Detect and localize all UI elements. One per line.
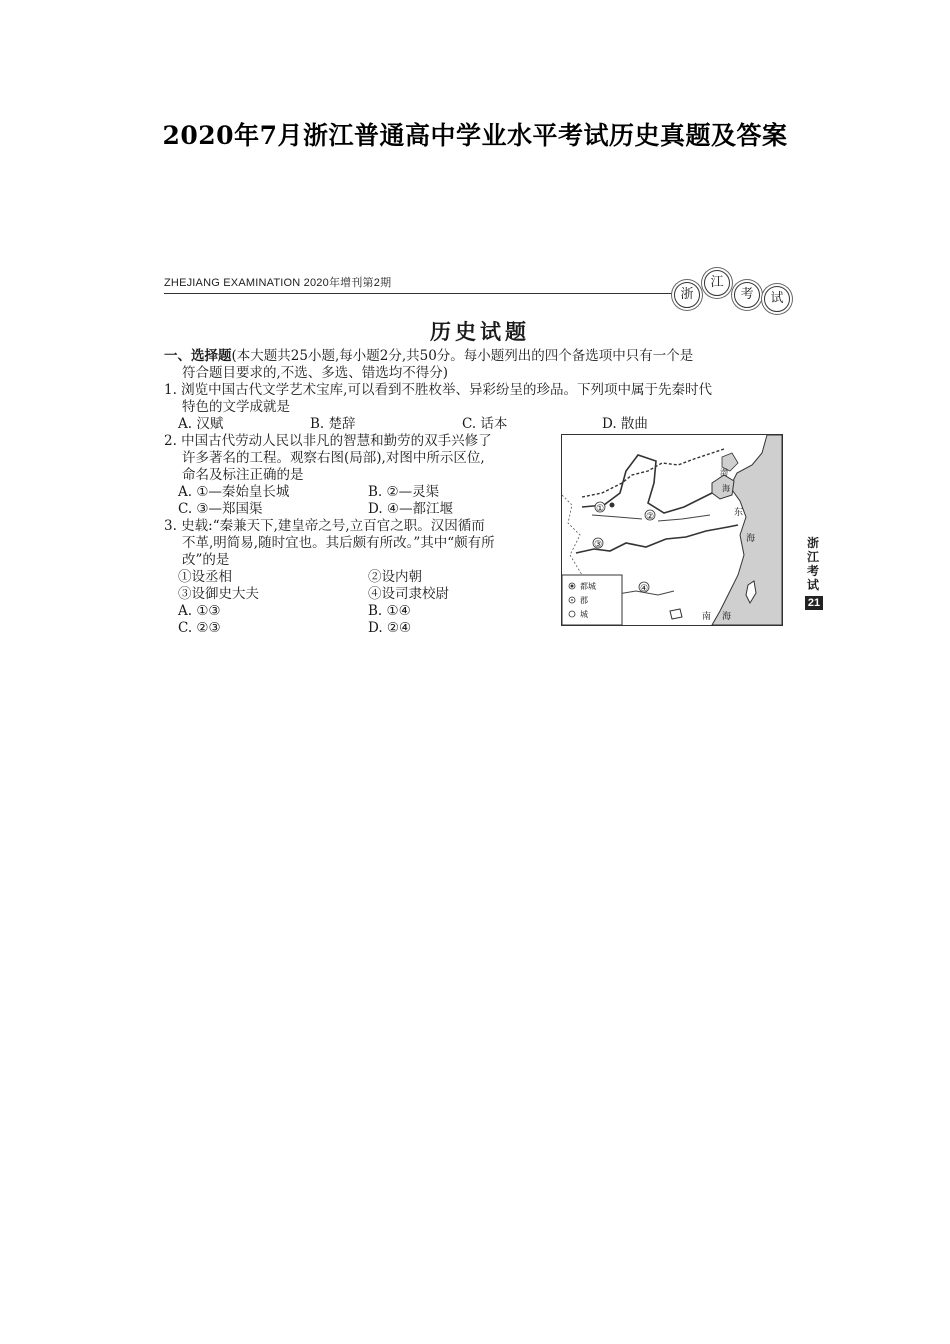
side-label-char: 考: [806, 564, 819, 578]
q2-option-a: A. ①—秦始皇长城: [178, 484, 290, 500]
legend-capital-symbol-dot: [571, 585, 574, 588]
q3-stem-line-3: 改”的是: [182, 552, 230, 568]
legend-commandery: 郡: [580, 596, 588, 605]
q2-stem: 2. 中国古代劳动人民以非凡的智慧和勤劳的双手兴修了: [164, 433, 492, 449]
magazine-header: ZHEJIANG EXAMINATION 2020年增刊第2期: [164, 277, 392, 289]
sea-label: 海: [722, 484, 730, 493]
header-rule: [164, 293, 674, 294]
legend-capital: 都城: [580, 582, 596, 591]
q1-option-b: B. 楚辞: [310, 416, 356, 432]
magazine-side-tab: [805, 536, 823, 610]
q3-stem: 3. 史载:“秦兼天下,建皇帝之号,立百官之职。汉因循而: [164, 518, 485, 534]
side-label-char: 江: [806, 550, 819, 564]
intro-label: 一、选择题: [164, 348, 232, 364]
document-title: 2020年7月浙江普通高中学业水平考试历史真题及答案: [162, 121, 788, 150]
legend-city-symbol: [569, 611, 575, 617]
side-label-char: 浙: [806, 536, 819, 550]
capital-dot: [610, 503, 615, 508]
q3-option-c: C. ②③: [178, 620, 221, 636]
sea-label: 东: [734, 508, 744, 518]
page-number: 21: [805, 596, 823, 610]
marker-1-label: ①: [596, 504, 605, 514]
sea-label: 渤: [720, 468, 728, 477]
q3-item-3: ③设御史大夫: [178, 586, 259, 602]
q2-option-d: D. ④—都江堰: [368, 501, 454, 517]
q3-option-a: A. ①③: [178, 603, 221, 619]
q1-option-c: C. 话本: [462, 416, 508, 432]
seal-char: 浙: [674, 282, 700, 308]
marker-4-label: ④: [640, 584, 649, 594]
intro-line-2: 符合题目要求的,不选、多选、错选均不得分): [182, 365, 449, 381]
q3-item-4: ④设司隶校尉: [368, 586, 449, 602]
q1-stem-line-2: 特色的文学成就是: [182, 399, 290, 415]
seal-char: 试: [764, 286, 790, 312]
marker-3-label: ③: [594, 540, 603, 550]
q3-item-1: ①设丞相: [178, 569, 232, 585]
marker-2-label: ②: [646, 512, 655, 522]
sea-label: 海: [722, 612, 732, 622]
hainan-island: [670, 609, 682, 619]
map-drawing: [562, 435, 782, 625]
q1-option-a: A. 汉赋: [178, 416, 224, 432]
huai-river: [658, 515, 710, 521]
magazine-seals: [666, 266, 796, 312]
q3-stem-line-2: 不革,明简易,随时宜也。其后颇有所改。”其中“颇有所: [182, 535, 495, 551]
seal-char: 江: [704, 270, 730, 296]
seal-char: 考: [734, 282, 760, 308]
legend-city: 城: [580, 610, 588, 619]
q2-option-c: C. ③—郑国渠: [178, 501, 263, 517]
scanned-exam-page: [160, 262, 800, 652]
sea-label: 南: [702, 612, 712, 622]
wei-river: [592, 515, 642, 519]
q2-option-b: B. ②—灵渠: [368, 484, 440, 500]
great-wall-line: [582, 449, 724, 497]
q2-stem-line-2: 许多著名的工程。观察右图(局部),对图中所示区位,: [182, 450, 485, 466]
q3-item-2: ②设内朝: [368, 569, 422, 585]
side-label-char: 试: [806, 578, 819, 592]
historical-map: [561, 434, 783, 626]
section-title: 历史试题: [430, 319, 530, 344]
intro-text: (本大题共25小题,每小题2分,共50分。每小题列出的四个备选项中只有一个是: [231, 348, 694, 364]
q2-stem-line-3: 命名及标注正确的是: [182, 467, 304, 483]
q1-stem: 1. 浏览中国古代文学艺术宝库,可以看到不胜枚举、异彩纷呈的珍品。下列项中属于先秦时代: [164, 382, 712, 398]
sea-label: 海: [746, 534, 756, 544]
q1-option-d: D. 散曲: [602, 416, 648, 432]
q3-option-d: D. ②④: [368, 620, 412, 636]
section-intro: [164, 348, 693, 365]
q3-option-b: B. ①④: [368, 603, 411, 619]
legend-commandery-symbol-dot: [571, 599, 573, 601]
